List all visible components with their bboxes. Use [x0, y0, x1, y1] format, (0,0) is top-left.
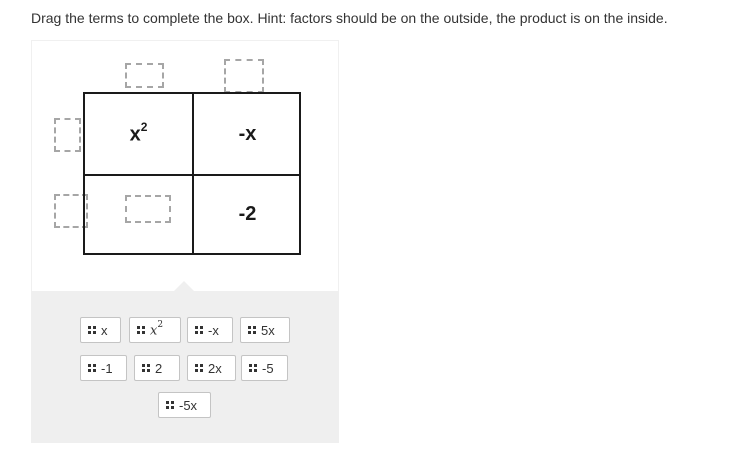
cell-top-left-term: $x^2$	[129, 119, 148, 146]
tile-neg-x-label: -x	[208, 322, 219, 338]
drag-handle-icon	[195, 326, 203, 334]
tile-5x-label: 5x	[261, 322, 275, 338]
left-factor-drop-top[interactable]	[54, 118, 81, 152]
product-drop-bottom-left[interactable]	[125, 195, 171, 223]
tile-neg-1-label: -1	[101, 360, 113, 376]
top-factor-drop-left[interactable]	[125, 63, 164, 88]
tile-neg-5[interactable]	[241, 355, 288, 381]
tile-2[interactable]	[134, 355, 180, 381]
tile-x-squared[interactable]	[129, 317, 181, 343]
drag-handle-icon	[88, 326, 96, 334]
cell-top-right-term: -x	[238, 122, 257, 145]
tile-x-label: x	[101, 322, 108, 338]
drag-handle-icon	[137, 326, 145, 334]
cell-bottom-right-term: -2	[238, 203, 257, 225]
answer-tray	[31, 291, 339, 443]
cell-top-left	[85, 94, 192, 174]
tile-x-squared-label: $x^2$	[150, 319, 164, 339]
tile-neg-5-label: -5	[262, 360, 274, 376]
drag-handle-icon	[249, 364, 257, 372]
drag-handle-icon	[142, 364, 150, 372]
tile-2x[interactable]	[187, 355, 236, 381]
cell-top-right	[194, 94, 301, 174]
tile-5x[interactable]	[240, 317, 290, 343]
tile-neg-1[interactable]	[80, 355, 127, 381]
drag-handle-icon	[195, 364, 203, 372]
top-factor-drop-right[interactable]	[224, 59, 264, 93]
tile-neg-5x-label: -5x	[179, 397, 198, 413]
cell-bottom-right	[194, 176, 301, 253]
tile-2x-label: 2x	[208, 360, 222, 376]
drag-handle-icon	[88, 364, 96, 372]
tile-x[interactable]	[80, 317, 121, 343]
tray-pointer	[173, 281, 195, 292]
drag-handle-icon	[166, 401, 174, 409]
drag-handle-icon	[248, 326, 256, 334]
tile-neg-5x[interactable]	[158, 392, 211, 418]
instructions-text: Drag the terms to complete the box. Hint: factors should be on the outside, the product is on the inside.	[31, 10, 668, 26]
tile-2-label: 2	[155, 360, 163, 376]
area-model-box	[83, 92, 301, 255]
tile-neg-x[interactable]	[187, 317, 233, 343]
